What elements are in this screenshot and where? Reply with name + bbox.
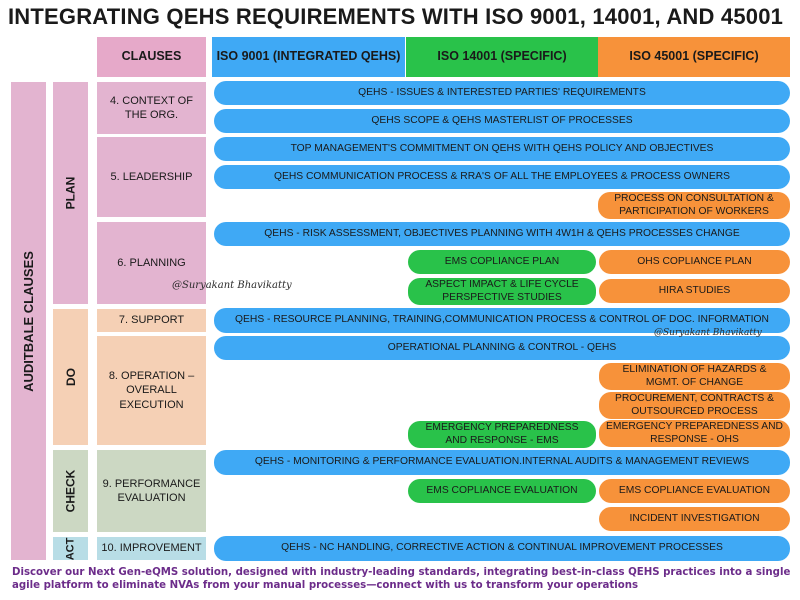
item-monitoring-performance: QEHS - MONITORING & PERFORMANCE EVALUATION.INTERNAL AUDITS & MANAGEMENT REVIEWS [214, 450, 790, 475]
item-nc-handling: QEHS - NC HANDLING, CORRECTIVE ACTION & CONTINUAL IMPROVEMENT PROCESSES [214, 536, 790, 561]
clause-8-operation: 8. OPERATION – OVERALL EXECUTION [97, 336, 206, 445]
watermark-signature-2: @Suryakant Bhavikatty [654, 328, 762, 338]
item-issues-interested-parties: QEHS - ISSUES & INTERESTED PARTIES' REQUIREMENTS [214, 81, 790, 105]
phase-plan-label: PLAN [63, 176, 78, 210]
clause-7-support: 7. SUPPORT [97, 309, 206, 332]
phase-act [53, 537, 88, 560]
clause-10-improvement: 10. IMPROVEMENT [97, 537, 206, 560]
phase-check-label: CHECK [63, 469, 78, 513]
clause-6-planning: 6. PLANNING [97, 222, 206, 304]
item-resource-planning: QEHS - RESOURCE PLANNING, TRAINING,COMMUNICATION PROCESS & CONTROL OF DOC. INFORMATION [214, 308, 790, 333]
item-incident-investigation: INCIDENT INVESTIGATION [599, 507, 790, 531]
clause-9-performance: 9. PERFORMANCE EVALUATION [97, 450, 206, 532]
header-iso-45001: ISO 45001 (SPECIFIC) [598, 37, 790, 77]
item-ohs-compliance-evaluation: EMS COPLIANCE EVALUATION [599, 479, 790, 503]
item-consultation-participation: PROCESS ON CONSULTATION & PARTICIPATION OF WORKERS [598, 192, 790, 219]
phase-check [53, 450, 88, 532]
item-ohs-compliance-plan: OHS COPLIANCE PLAN [599, 250, 790, 274]
item-emergency-preparedness-ems: EMERGENCY PREPAREDNESS AND RESPONSE - EMS [408, 421, 596, 448]
item-procurement-contracts: PROCUREMENT, CONTRACTS & OUTSOURCED PROCESS [599, 392, 790, 419]
footer-promo-text: Discover our Next Gen-eQMS solution, designed with industry-leading standards, integrating best-in-class QEHS practices into a single agile platform to eliminate NVAs from your manual processes—connect with us to transform your operations [12, 567, 791, 592]
item-ems-compliance-evaluation: EMS COPLIANCE EVALUATION [408, 479, 596, 503]
item-hira-studies: HIRA STUDIES [599, 279, 790, 303]
phase-do-label: DO [63, 368, 78, 386]
item-ems-compliance-plan: EMS COPLIANCE PLAN [408, 250, 596, 274]
auditable-clauses-label: AUDITBALE CLAUSES [21, 250, 36, 392]
item-operational-planning: OPERATIONAL PLANNING & CONTROL - QEHS [214, 336, 790, 360]
item-scope-masterlist: QEHS SCOPE & QEHS MASTERLIST OF PROCESSES [214, 109, 790, 133]
item-aspect-impact: ASPECT IMPACT & LIFE CYCLE PERSPECTIVE STUDIES [408, 278, 596, 305]
page-title: INTEGRATING QEHS REQUIREMENTS WITH ISO 9001, 14001, AND 45001 [8, 4, 784, 29]
header-iso-14001: ISO 14001 (SPECIFIC) [406, 37, 598, 77]
header-clauses: CLAUSES [97, 37, 206, 77]
item-top-management-commitment: TOP MANAGEMENT'S COMMITMENT ON QEHS WITH QEHS POLICY AND OBJECTIVES [214, 137, 790, 161]
phase-plan [53, 82, 88, 304]
clause-5-leadership: 5. LEADERSHIP [97, 137, 206, 217]
phase-do [53, 309, 88, 445]
phase-act-label: ACT [64, 537, 77, 560]
watermark-signature: @Suryakant Bhavikatty [172, 280, 292, 291]
auditable-clauses-bar [11, 82, 46, 560]
item-risk-assessment: QEHS - RISK ASSESSMENT, OBJECTIVES PLANNING WITH 4W1H & QEHS PROCESSES CHANGE [214, 222, 790, 246]
item-communication-process: QEHS COMMUNICATION PROCESS & RRA'S OF ALL THE EMPLOYEES & PROCESS OWNERS [214, 165, 790, 189]
clause-4-context: 4. CONTEXT OF THE ORG. [97, 82, 206, 134]
item-elimination-of-hazards: ELIMINATION OF HAZARDS & MGMT. OF CHANGE [599, 363, 790, 390]
header-iso-9001: ISO 9001 (INTEGRATED QEHS) [212, 37, 405, 77]
item-emergency-preparedness-ohs: EMERGENCY PREPAREDNESS AND RESPONSE - OHS [599, 420, 790, 447]
